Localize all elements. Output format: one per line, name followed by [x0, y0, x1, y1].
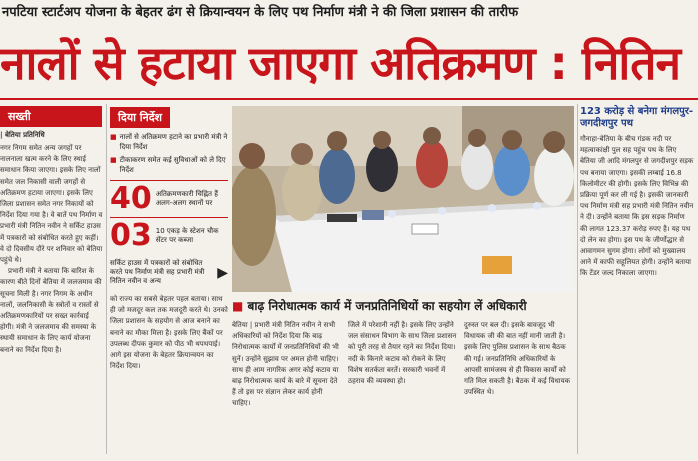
left-column	[0, 106, 104, 461]
stat-text: अतिक्रमणकारी चिह्नित हैं अलग-अलग स्थानों पर	[155, 190, 218, 207]
column-divider	[577, 104, 578, 454]
article-column: बेतिया | प्रभारी मंत्री नितिन नवीन ने सभी अधिकारियों को निर्देश दिया कि बाढ़ निरोधात्मक कार्यों में जनप्रतिनिधियों की भी सुनें। उन्होंने सुझाव पर अमल होनी चाहिए। साथ ही आम नागरिक अगर कोई कटाव या बाढ़ निरोधात्मक कार्य के बारे में सूचना देते हैं तो इस पर संज्ञान लेकर कार्य होनी चाहिए।	[232, 321, 339, 408]
box-points	[110, 132, 228, 175]
sub-headline	[232, 297, 574, 317]
news-photo	[232, 106, 574, 292]
kicker-line: नपटिया स्टार्टअप योजना के बेहतर ढंग से क्रियान्वयन के लिए पथ निर्माण मंत्री ने की जिला प्रशासन की तारीफ	[2, 5, 519, 20]
byline: | बेतिया प्रतिनिधि	[0, 131, 45, 139]
headline-rule	[0, 98, 698, 100]
right-headline: 123 करोड़ से बनेगा मंगलपुर-जगदीशपुर पथ	[580, 106, 694, 129]
info-box	[110, 106, 228, 290]
subhead-marker-icon: ■	[232, 299, 244, 313]
column-divider	[106, 104, 107, 454]
section-label: सख्ती	[0, 106, 102, 127]
sub-headline-text: बाढ़ निरोधात्मक कार्य में जनप्रतिनिधियों का सहयोग लें अधिकारी	[247, 299, 527, 313]
article-paragraph: नगर निगम समेत अन्य जगहों पर नालनाला खत्म करने के लिए स्थाई समाधान किया जाएगा। इसके लिए नालों समेत जल निकासी वाली जगहों से अतिक्रमण हटाया जाएगा। इसके लिए जिला प्रशासन समेत नगर निकायों को निर्देश दिया गया है। वे बातें पथ निर्माण व प्रभारी मंत्री नितिन नवीन ने सर्किट हाउस में पत्रकारों को संबोधित करते हुए कहीं। वे दो दिवसीय दौरे पर शनिवार को बेतिया पहुंचे थे।	[0, 144, 103, 265]
box-title: दिया निर्देश	[110, 107, 170, 128]
left-article-body	[0, 143, 104, 461]
bottom-article	[232, 320, 574, 458]
right-article-body: गौनाहा-बेतिया के बीच गंडक नदी पर महत्वाकांक्षी पुल सह पहुंच पथ के लिए बेतिया जी आदि मंगलपुर से जगदीशपुर सड़क पथ बनाया जाएगा। इसकी लम्बाई 16.8 किलोमीटर की होगी। इसके लिए विभिन्न की प्रक्रिया पूर्ण कर ली गई है। इसकी जानकारी पथ निर्माण मंत्री सह प्रभारी मंत्री नितिन नवीन ने दी। उन्होंने बताया कि इस सड़क निर्माण की लागत 123.37 करोड़ रुपए है। यह पथ दो लेन का होगा। इस पथ के जीर्णोद्धार से आवागमन सुगम होगा। लोगों को मुख्यालय आने में काफी सहूलियत होगी। उन्होंने बताया कि टेंडर जल्द निकाला जाएगा।	[580, 135, 694, 278]
continued-article: को राज्य का सबसे बेहतर पहल बताया। साथ ही जो मजदूर कल तक मजदूरी करते थे। उनको जिला प्रशासन के सहयोग से आज बनाने का बनाने का मौका मिला है। इसके लिए बैंकों पर उपलब्ध दीपक कुमार को पीठ भी थपथपाई। आगे इस योजना के बेहतर क्रियान्वयन का निर्देश दिया।	[110, 295, 228, 371]
box-point	[110, 132, 228, 152]
box-stat	[110, 181, 228, 216]
stat-number: 03	[110, 218, 152, 253]
article-column: दुरुस्त पर बल दी। इसके बावजूद भी विधायक जी की बात नहीं मानी जाती है। इसके लिए पुलिस प्रशासन के साथ बैठक की गई। जनप्रतिनिधि अधिकारियों के आपसी सामंजस्य से ही विकास कार्यों को गति मिल सकती है। बैठक में कई विधायक उपस्थित थे।	[464, 321, 571, 397]
box-point	[110, 155, 228, 175]
main-headline: नालों से हटाया जाएगा अतिक्रमण : नितिन	[0, 36, 681, 90]
article-paragraph: प्रभारी मंत्री ने बताया कि बारिश के कारण बीते दिनों बेतिया में जलजमाव की सूचना मिली है। नगर निगम के अधीन नालों, जलनिकासी के स्त्रोतों व रास्तों से अतिक्रमणकारियों पर सख्त कार्रवाई होगी। मंत्री ने जलजमाव की समस्या के स्थायी समाधान के लिए कार्य योजना बनाने का निर्देश दिया है।	[0, 267, 102, 354]
box-point-text: टीकाकरण समेत कई सुविधाओं को ले दिए निर्देश	[119, 156, 226, 174]
bullet-icon: ■	[110, 156, 117, 164]
photo-caption	[110, 259, 228, 286]
stat-number: 40	[110, 181, 152, 216]
box-point-text: नालों से अतिक्रमण हटाने का प्रभारी मंत्री ने दिया निर्देश	[119, 133, 228, 151]
caption-text: सर्किट हाउस में पत्रकारों को संबोधित करते पथ निर्माण मंत्री सह प्रभारी मंत्री नितिन नवीन व अन्य	[110, 259, 205, 285]
stat-text: 10 एकड़ के स्टेशन चौक सेंटर पर कब्जा	[155, 227, 219, 244]
caption-arrow-icon: ▶	[217, 264, 228, 281]
article-column: जिले में परेशानी नहीं है। इसके लिए उन्होंने जल संसाधन विभाग के साथ जिला प्रशासन को पूरी तरह से तैयार रहने का निर्देश दिया। नदी के किनारे कटाव को रोकने के लिए विशेष सतर्कता बरतें। सरकारी भवनों में ठहराव की व्यवस्था हो।	[348, 321, 457, 386]
meeting-photo-illustration	[232, 106, 574, 292]
box-stat	[110, 218, 228, 253]
bullet-icon: ■	[110, 133, 117, 141]
